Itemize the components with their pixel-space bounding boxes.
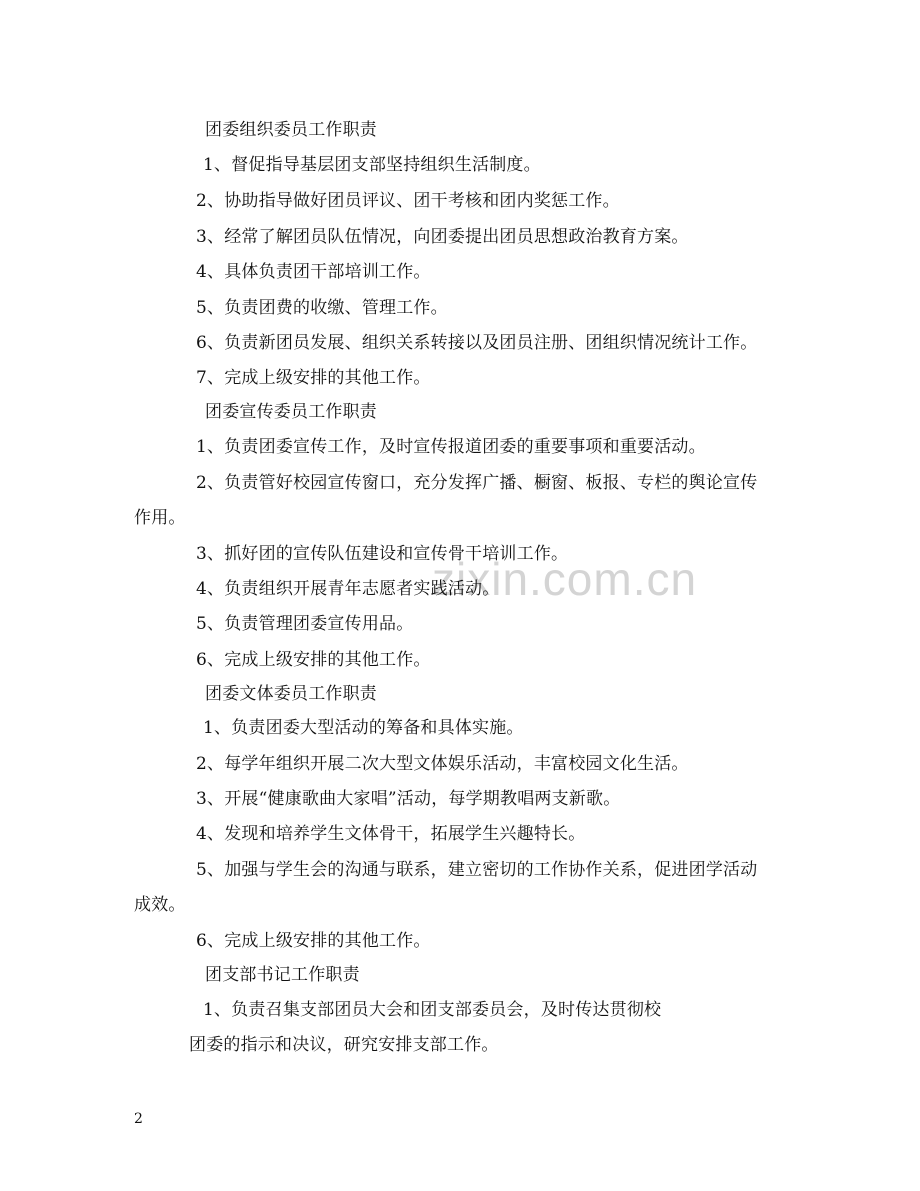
paragraph-line: 5、加强与学生会的沟通与联系，建立密切的工作协作关系，促进团学活动 [196, 860, 758, 880]
paragraph-line: 作用。 [134, 508, 186, 528]
paragraph-line: 7、完成上级安排的其他工作。 [196, 368, 431, 388]
section-heading-publicity: 团委宣传委员工作职责 [205, 402, 377, 422]
paragraph-line: 1、督促指导基层团支部坚持组织生活制度。 [203, 155, 541, 175]
paragraph-line: 5、负责管理团委宣传用品。 [196, 614, 414, 634]
paragraph-line: 成效。 [134, 895, 186, 915]
section-heading-branch-secretary: 团支部书记工作职责 [205, 965, 360, 985]
paragraph-line: 团委的指示和决议，研究安排支部工作。 [189, 1035, 499, 1055]
paragraph-line: 4、发现和培养学生文体骨干，拓展学生兴趣特长。 [196, 824, 586, 844]
paragraph-line: 2、负责管好校园宣传窗口，充分发挥广播、橱窗、板报、专栏的舆论宣传 [196, 473, 758, 493]
page-number: 2 [134, 1111, 143, 1127]
watermark: zixin.com.cn [432, 553, 698, 605]
paragraph-line: 1、负责团委宣传工作，及时宣传报道团委的重要事项和重要活动。 [196, 437, 706, 457]
paragraph-line: 2、协助指导做好团员评议、团干考核和团内奖惩工作。 [196, 191, 620, 211]
section-heading-culture-sports: 团委文体委员工作职责 [205, 684, 377, 704]
paragraph-line: 6、负责新团员发展、组织关系转接以及团员注册、团组织情况统计工作。 [196, 333, 758, 353]
paragraph-line: 3、抓好团的宣传队伍建设和宣传骨干培训工作。 [196, 544, 569, 564]
paragraph-line: 4、负责组织开展青年志愿者实践活动。 [196, 579, 500, 599]
paragraph-line: 3、经常了解团员队伍情况，向团委提出团员思想政治教育方案。 [196, 227, 689, 247]
paragraph-line: 5、负责团费的收缴、管理工作。 [196, 298, 448, 318]
paragraph-line: 6、完成上级安排的其他工作。 [196, 650, 431, 670]
paragraph-line: 1、负责团委大型活动的筹备和具体实施。 [203, 718, 524, 738]
paragraph-line: 3、开展“健康歌曲大家唱”活动，每学期教唱两支新歌。 [196, 789, 621, 809]
paragraph-line: 1、负责召集支部团员大会和团支部委员会，及时传达贯彻校 [203, 1000, 662, 1020]
paragraph-line: 2、每学年组织开展二次大型文体娱乐活动，丰富校园文化生活。 [196, 754, 689, 774]
section-heading-organization: 团委组织委员工作职责 [205, 120, 377, 140]
paragraph-line: 4、具体负责团干部培训工作。 [196, 262, 431, 282]
paragraph-line: 6、完成上级安排的其他工作。 [196, 931, 431, 951]
